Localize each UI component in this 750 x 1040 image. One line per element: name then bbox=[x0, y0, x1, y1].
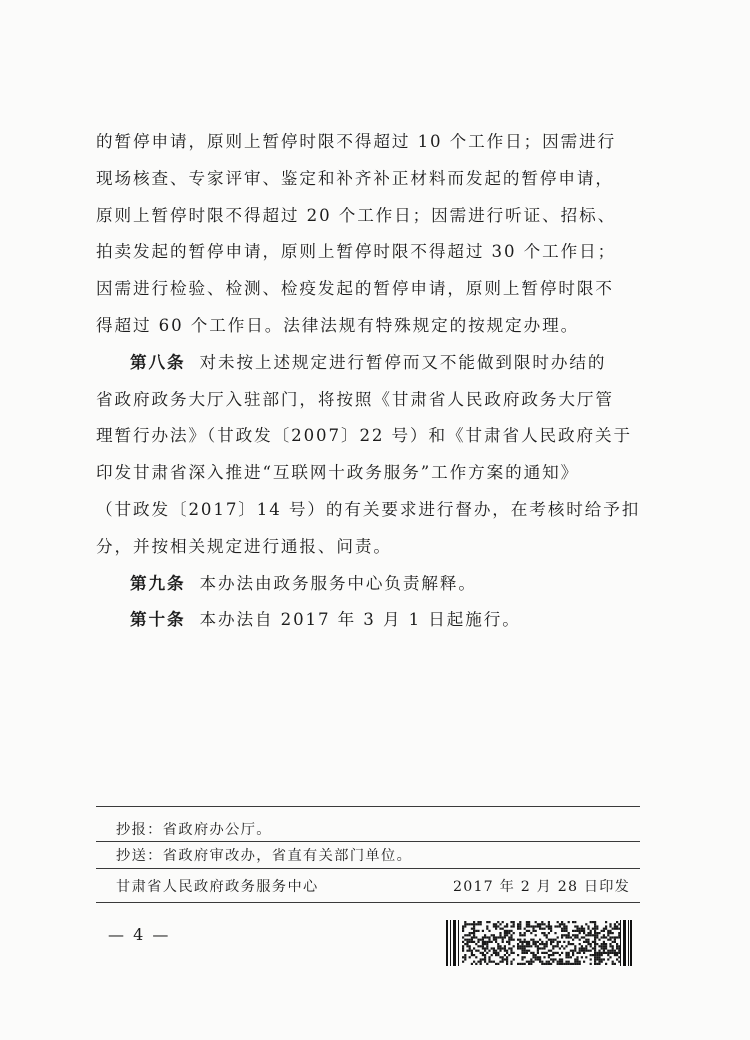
copy-to-line: 抄送：省政府审改办，省直有关部门单位。 bbox=[116, 848, 413, 864]
article-9-label: 第九条 bbox=[130, 573, 186, 593]
body-line: 理暂行办法》（甘政发〔2007〕22 号）和《甘肃省人民政府关于 bbox=[96, 426, 632, 446]
article-9 bbox=[96, 566, 644, 603]
footer-top-rule bbox=[96, 806, 640, 807]
issue-date: 2017 年 2 月 28 日印发 bbox=[453, 879, 631, 895]
page-number: — 4 — bbox=[108, 925, 171, 944]
document-body bbox=[96, 124, 644, 639]
article-8-text: 对未按上述规定进行暂停而又不能做到限时办结的 bbox=[199, 352, 607, 372]
body-line: 因需进行检验、检测、检疫发起的暂停申请，原则上暂停时限不 bbox=[96, 279, 614, 299]
body-line: 的暂停申请，原则上暂停时限不得超过 10 个工作日；因需进行 bbox=[96, 132, 617, 151]
footer-issuer-rule bbox=[96, 868, 640, 869]
body-line: 得超过 60 个工作日。法律法规有特殊规定的按规定办理。 bbox=[96, 315, 580, 335]
body-line: 现场核查、专家评审、鉴定和补齐补正材料而发起的暂停申请， bbox=[96, 168, 614, 188]
article-8-label: 第八条 bbox=[130, 352, 186, 372]
article-10-text: 本办法自 2017 年 3 月 1 日起施行。 bbox=[199, 610, 521, 630]
article-10 bbox=[96, 602, 644, 639]
article-9-text: 本办法由政务服务中心负责解释。 bbox=[199, 573, 477, 593]
body-line: 原则上暂停时限不得超过 20 个工作日；因需进行听证、招标、 bbox=[96, 205, 617, 225]
body-line: （甘政发〔2017〕14 号）的有关要求进行督办，在考核时给予扣 bbox=[96, 499, 641, 519]
footer-middle-rule bbox=[96, 841, 640, 842]
article-10-label: 第十条 bbox=[130, 610, 186, 630]
body-line: 印发甘肃省深入推进“互联网十政务服务”工作方案的通知》 bbox=[96, 463, 580, 483]
issuer-name: 甘肃省人民政府政务服务中心 bbox=[116, 879, 319, 895]
report-to-line: 抄报：省政府办公厅。 bbox=[116, 822, 272, 838]
body-line: 拍卖发起的暂停申请，原则上暂停时限不得超过 30 个工作日； bbox=[96, 242, 617, 262]
body-line: 分，并按相关规定进行通报、问责。 bbox=[96, 536, 392, 556]
barcode-image bbox=[446, 920, 632, 966]
footer-bottom-rule bbox=[96, 902, 640, 903]
article-8-first-line bbox=[96, 345, 644, 382]
body-line: 省政府政务大厅入驻部门，将按照《甘肃省人民政府政务大厅管 bbox=[96, 389, 614, 409]
